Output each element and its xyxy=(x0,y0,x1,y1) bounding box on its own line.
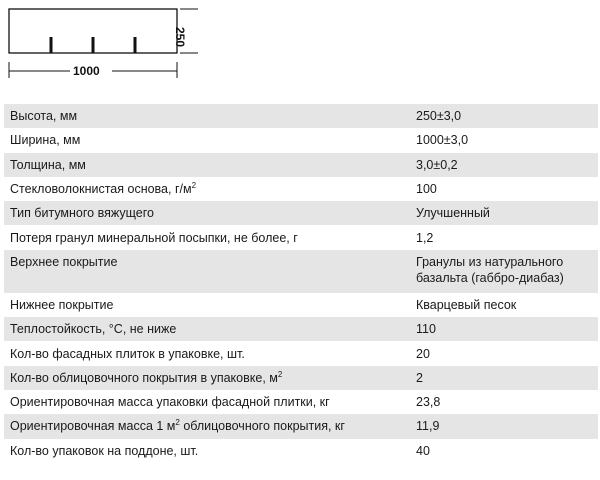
param-cell: Потеря гранул минеральной посыпки, не более, г xyxy=(4,225,406,249)
value-cell: 3,0±0,2 xyxy=(406,153,598,177)
param-text-tail: облицовочного покрытия, кг xyxy=(179,419,345,434)
param-superscript: 2 xyxy=(277,369,283,379)
value-cell: 110 xyxy=(406,317,598,341)
table-row xyxy=(4,317,598,341)
param-text: Стекловолокнистая основа, г/м xyxy=(10,182,192,197)
param-cell: Кол-во фасадных плиток в упаковке, шт. xyxy=(4,341,406,365)
value-cell: 2 xyxy=(406,366,598,390)
value-cell: 100 xyxy=(406,177,598,201)
table-row xyxy=(4,366,598,390)
value-cell: Улучшенный xyxy=(406,201,598,225)
param-superscript: 2 xyxy=(175,418,180,428)
value-cell: 40 xyxy=(406,439,598,463)
param-cell: Высота, мм xyxy=(4,104,406,128)
table-row xyxy=(4,177,598,201)
value-cell: Кварцевый песок xyxy=(406,293,598,317)
param-cell xyxy=(4,366,406,390)
param-cell: Нижнее покрытие xyxy=(4,293,406,317)
value-cell: 23,8 xyxy=(406,390,598,414)
table-row xyxy=(4,341,598,365)
param-cell: Верхнее покрытие xyxy=(4,250,406,293)
height-dimension-label: 250 xyxy=(173,27,187,48)
param-text: Ориентировочная масса 1 м xyxy=(10,419,176,434)
param-cell: Ширина, мм xyxy=(4,128,406,152)
value-cell: 250±3,0 xyxy=(406,104,598,128)
table-row xyxy=(4,201,598,225)
param-cell: Тип битумного вяжущего xyxy=(4,201,406,225)
table-row xyxy=(4,225,598,249)
param-cell: Толщина, мм xyxy=(4,153,406,177)
param-cell: Ориентировочная масса упаковки фасадной плитки, кг xyxy=(4,390,406,414)
table-row xyxy=(4,153,598,177)
table-row xyxy=(4,128,598,152)
table-row xyxy=(4,414,598,438)
value-cell: 20 xyxy=(406,341,598,365)
param-cell: Теплостойкость, °С, не ниже xyxy=(4,317,406,341)
table-row xyxy=(4,104,598,128)
value-cell: 1000±3,0 xyxy=(406,128,598,152)
width-dimension-label: 1000 xyxy=(73,64,100,78)
specifications-table xyxy=(4,104,598,463)
value-cell: 11,9 xyxy=(406,414,598,438)
value-cell: 1,2 xyxy=(406,225,598,249)
tile-dimension-drawing xyxy=(0,0,230,90)
tile-outline-icon xyxy=(0,0,230,90)
param-cell: Кол-во упаковок на поддоне, шт. xyxy=(4,439,406,463)
table-row xyxy=(4,250,598,293)
param-superscript: 2 xyxy=(191,180,197,190)
table-row xyxy=(4,293,598,317)
param-cell xyxy=(4,177,406,201)
param-cell xyxy=(4,414,406,438)
param-text: Кол-во облицовочного покрытия в упаковке, м xyxy=(10,370,278,385)
table-row xyxy=(4,439,598,463)
value-cell: Гранулы из натурального базальта (габбро-диабаз) xyxy=(406,250,598,293)
table-row xyxy=(4,390,598,414)
